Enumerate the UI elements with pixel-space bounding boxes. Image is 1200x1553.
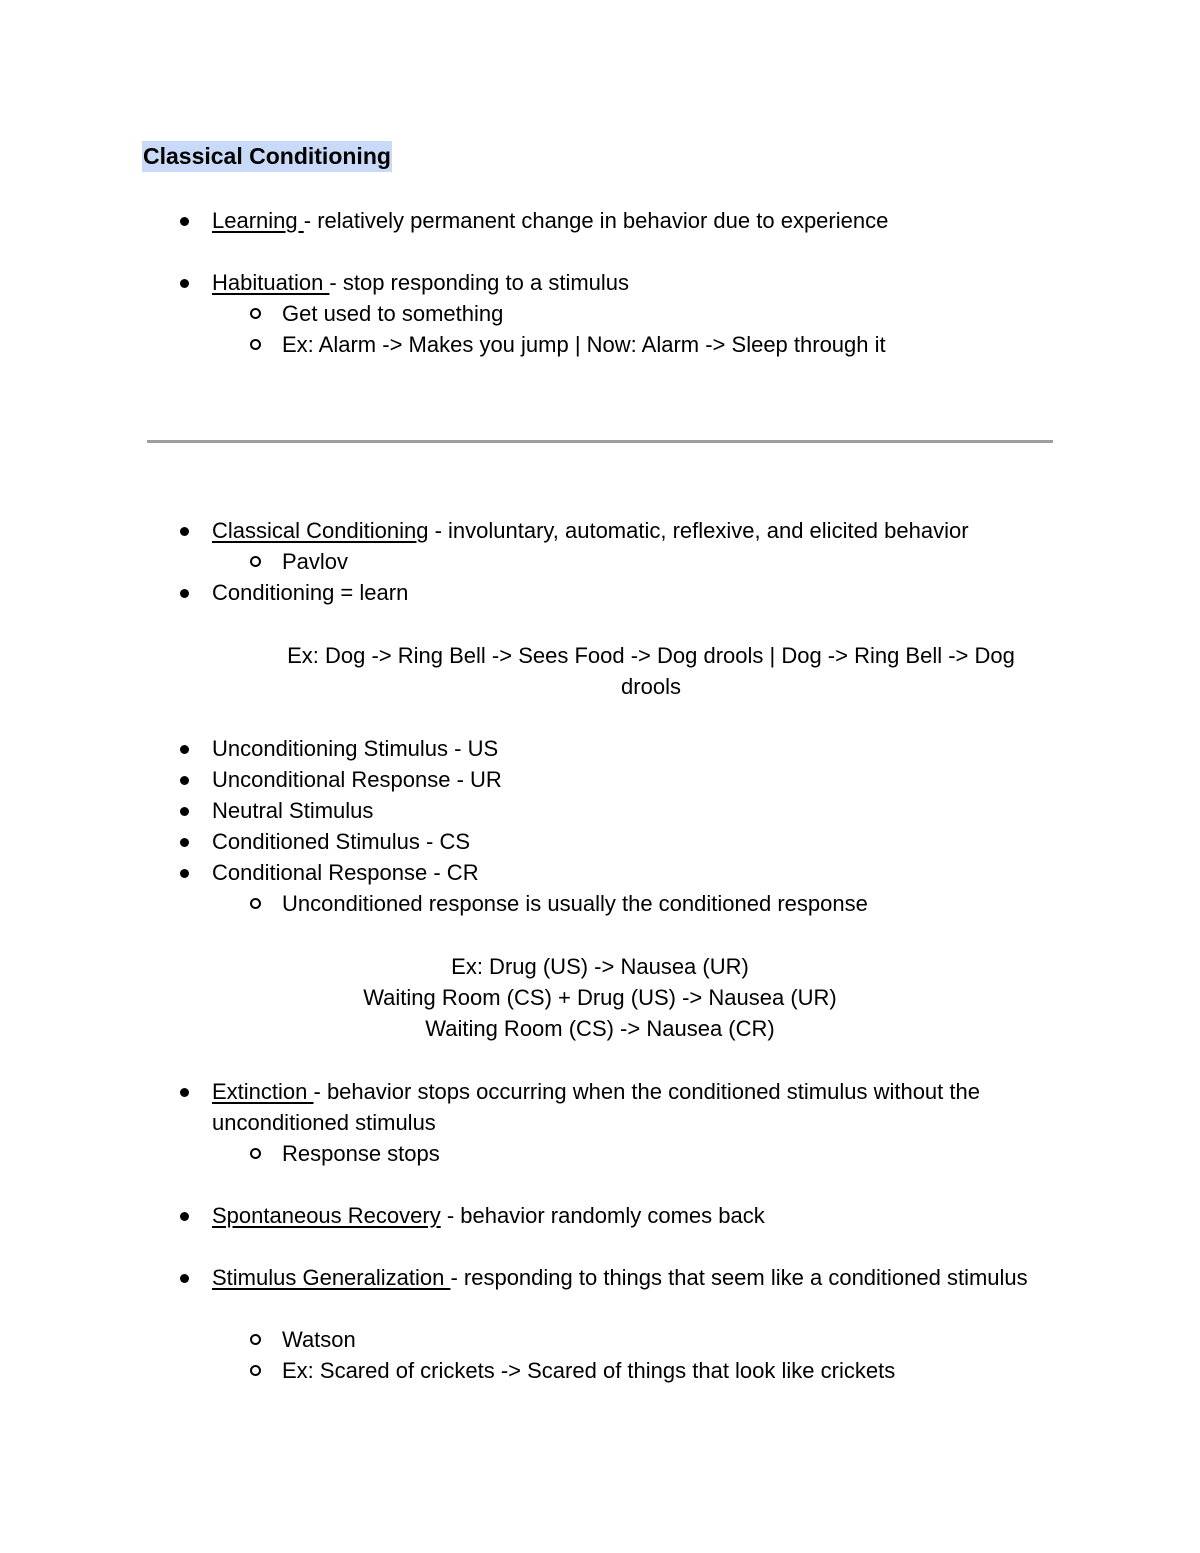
list-item-extinction: [212, 1076, 1050, 1138]
list-item: Neutral Stimulus: [212, 795, 1050, 826]
sub-item: Watson: [282, 1324, 1050, 1355]
sub-item: Get used to something: [282, 298, 1050, 329]
list-item-classical-conditioning: [212, 515, 1050, 546]
list-item: Conditioned Stimulus - CS: [212, 826, 1050, 857]
term-classical-conditioning: Classical Conditioning: [212, 518, 429, 543]
list-item: Unconditioning Stimulus - US: [212, 733, 1050, 764]
definition-habituation: - stop responding to a stimulus: [329, 270, 630, 295]
definition-learning: - relatively permanent change in behavior due to experience: [303, 208, 889, 233]
definition-extinction: - behavior stops occurring when the conditioned stimulus without the unconditioned stimulus: [212, 1079, 980, 1135]
list-item-learning: [212, 205, 1050, 236]
horizontal-divider: [147, 440, 1053, 443]
sub-item: Unconditioned response is usually the conditioned response: [282, 888, 1050, 919]
example-line: Ex: Drug (US) -> Nausea (UR): [451, 954, 749, 979]
sub-item: Pavlov: [282, 546, 1050, 577]
example-line: drools: [621, 674, 681, 699]
list-item-spontaneous-recovery: [212, 1200, 1050, 1231]
list-item: Conditional Response - CR: [212, 857, 1050, 888]
term-extinction: Extinction: [212, 1079, 314, 1104]
term-spontaneous-recovery: Spontaneous Recovery: [212, 1203, 441, 1228]
sub-item: Ex: Alarm -> Makes you jump | Now: Alarm -> Sleep through it: [282, 329, 1050, 360]
definition-classical-conditioning: - involuntary, automatic, reflexive, and elicited behavior: [428, 518, 969, 543]
page-title: Classical Conditioning: [142, 141, 392, 172]
sub-item: Response stops: [282, 1138, 1050, 1169]
definition-spontaneous-recovery: - behavior randomly comes back: [440, 1203, 765, 1228]
list-item-stimulus-generalization: [212, 1262, 1050, 1293]
example-line: Ex: Dog -> Ring Bell -> Sees Food -> Dog drools | Dog -> Ring Bell -> Dog: [287, 643, 1015, 668]
term-learning: Learning: [212, 208, 304, 233]
list-item: Conditioning = learn: [212, 577, 1050, 608]
list-item: Unconditional Response - UR: [212, 764, 1050, 795]
list-item-habituation: [212, 267, 1050, 298]
example-line: Waiting Room (CS) + Drug (US) -> Nausea (UR): [363, 985, 837, 1010]
sub-item: Ex: Scared of crickets -> Scared of things that look like crickets: [282, 1355, 1050, 1386]
term-habituation: Habituation: [212, 270, 330, 295]
definition-stimulus-generalization: - responding to things that seem like a conditioned stimulus: [450, 1265, 1028, 1290]
example-line: Waiting Room (CS) -> Nausea (CR): [425, 1016, 775, 1041]
term-stimulus-generalization: Stimulus Generalization: [212, 1265, 451, 1290]
